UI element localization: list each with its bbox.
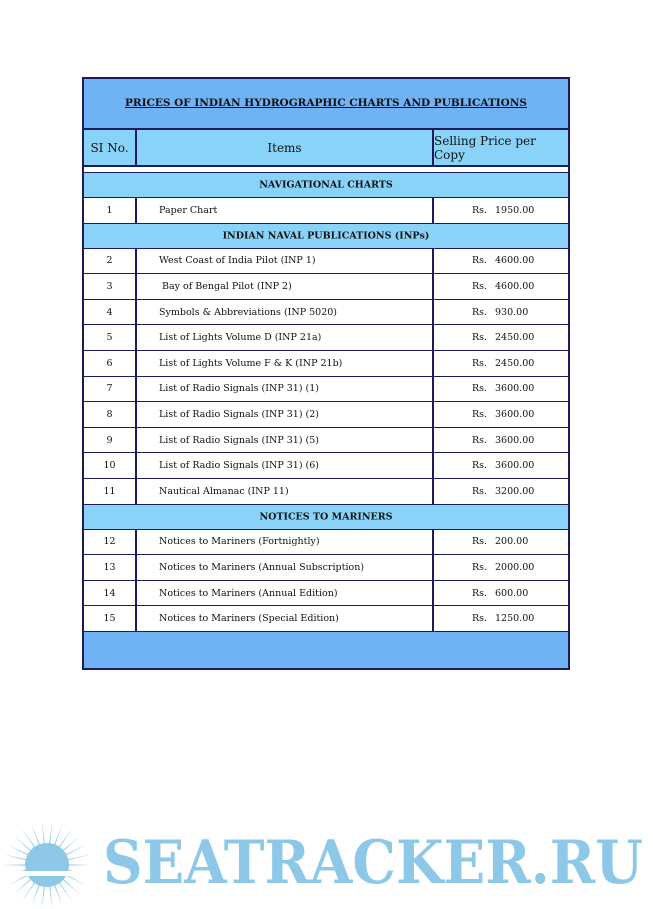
- row-item: Notices to Mariners (Annual Subscription): [137, 555, 434, 580]
- row-price: 200.00: [495, 536, 529, 548]
- row-price: 1250.00: [495, 613, 535, 625]
- row-price-cell: [434, 274, 568, 299]
- currency-label: Rs.: [472, 434, 488, 446]
- row-price: 2450.00: [495, 332, 535, 344]
- row-number: 12: [84, 530, 137, 555]
- row-price-cell: [434, 249, 568, 274]
- header-items: Items: [137, 130, 434, 165]
- row-price: 2000.00: [495, 561, 535, 573]
- table-title-row: [84, 79, 568, 130]
- table-row: [84, 249, 568, 275]
- row-price: 3600.00: [495, 434, 535, 446]
- row-item: List of Radio Signals (INP 31) (6): [137, 453, 434, 478]
- table-row: [84, 453, 568, 479]
- row-number: 1: [84, 198, 137, 223]
- row-price: 3600.00: [495, 408, 535, 420]
- row-price: 3600.00: [495, 460, 535, 472]
- sun-logo-icon: [0, 820, 100, 909]
- row-item: Notices to Mariners (Annual Edition): [137, 581, 434, 606]
- currency-label: Rs.: [472, 485, 488, 497]
- row-item: Bay of Bengal Pilot (INP 2): [137, 274, 434, 299]
- row-price-cell: [434, 606, 568, 631]
- row-price-cell: [434, 530, 568, 555]
- row-number: 13: [84, 555, 137, 580]
- section-title: NAVIGATIONAL CHARTS: [259, 179, 393, 191]
- row-item: List of Radio Signals (INP 31) (2): [137, 402, 434, 427]
- table-row: [84, 428, 568, 454]
- row-item: Paper Chart: [137, 198, 434, 223]
- currency-label: Rs.: [472, 408, 488, 420]
- table-row: [84, 274, 568, 300]
- table-row: [84, 198, 568, 224]
- table-row: [84, 325, 568, 351]
- row-item: Symbols & Abbreviations (INP 5020): [137, 300, 434, 325]
- row-number: 6: [84, 351, 137, 376]
- table-row: [84, 530, 568, 556]
- currency-label: Rs.: [472, 204, 488, 216]
- currency-label: Rs.: [472, 587, 488, 599]
- row-price-cell: [434, 453, 568, 478]
- row-price-cell: [434, 377, 568, 402]
- row-item: List of Lights Volume D (INP 21a): [137, 325, 434, 350]
- table-header-row: [84, 130, 568, 167]
- row-number: 7: [84, 377, 137, 402]
- table-row: [84, 479, 568, 505]
- table-footer: [84, 632, 568, 668]
- row-item: Notices to Mariners (Fortnightly): [137, 530, 434, 555]
- section-title: INDIAN NAVAL PUBLICATIONS (INPs): [222, 230, 430, 242]
- table-row: [84, 377, 568, 403]
- section-header: [84, 505, 568, 530]
- currency-label: Rs.: [472, 460, 488, 472]
- row-number: 8: [84, 402, 137, 427]
- row-price-cell: [434, 428, 568, 453]
- row-price: 1950.00: [495, 204, 535, 216]
- header-price: Selling Price per Copy: [434, 133, 536, 162]
- table-row: [84, 402, 568, 428]
- currency-label: Rs.: [472, 280, 488, 292]
- header-sl-no: SI No.: [84, 130, 137, 165]
- currency-label: Rs.: [472, 561, 488, 573]
- price-table: [82, 77, 570, 670]
- table-row: [84, 606, 568, 632]
- row-item: List of Radio Signals (INP 31) (1): [137, 377, 434, 402]
- row-item: List of Lights Volume F & K (INP 21b): [137, 351, 434, 376]
- currency-label: Rs.: [472, 255, 488, 267]
- currency-label: Rs.: [472, 613, 488, 625]
- table-row: [84, 351, 568, 377]
- row-price-cell: [434, 555, 568, 580]
- row-price-cell: [434, 325, 568, 350]
- currency-label: Rs.: [472, 536, 488, 548]
- row-price-cell: [434, 402, 568, 427]
- watermark-text: SEATRACKER.RU: [103, 828, 643, 898]
- row-item: List of Radio Signals (INP 31) (5): [137, 428, 434, 453]
- row-price: 3200.00: [495, 485, 535, 497]
- row-number: 2: [84, 249, 137, 274]
- currency-label: Rs.: [472, 332, 488, 344]
- row-price: 930.00: [495, 306, 529, 318]
- row-price-cell: [434, 479, 568, 504]
- table-row: [84, 555, 568, 581]
- seatracker-watermark: [0, 810, 653, 909]
- section-header: [84, 173, 568, 198]
- row-number: 10: [84, 453, 137, 478]
- row-price: 3600.00: [495, 383, 535, 395]
- row-number: 9: [84, 428, 137, 453]
- row-item: Notices to Mariners (Special Edition): [137, 606, 434, 631]
- row-number: 4: [84, 300, 137, 325]
- row-number: 14: [84, 581, 137, 606]
- row-price-cell: [434, 581, 568, 606]
- table-title: PRICES OF INDIAN HYDROGRAPHIC CHARTS AND PUBLICATIONS: [124, 97, 527, 109]
- row-price: 2450.00: [495, 357, 535, 369]
- row-price: 600.00: [495, 587, 529, 599]
- row-number: 11: [84, 479, 137, 504]
- section-header: [84, 224, 568, 249]
- currency-label: Rs.: [472, 357, 488, 369]
- row-price-cell: [434, 351, 568, 376]
- row-price: 4600.00: [495, 280, 535, 292]
- row-item: Nautical Almanac (INP 11): [137, 479, 434, 504]
- currency-label: Rs.: [472, 383, 488, 395]
- row-price-cell: [434, 198, 568, 223]
- currency-label: Rs.: [472, 306, 488, 318]
- table-row: [84, 581, 568, 607]
- table-row: [84, 300, 568, 326]
- row-price-cell: [434, 300, 568, 325]
- row-number: 5: [84, 325, 137, 350]
- row-price: 4600.00: [495, 255, 535, 267]
- row-number: 3: [84, 274, 137, 299]
- section-title: NOTICES TO MARINERS: [259, 511, 393, 523]
- row-number: 15: [84, 606, 137, 631]
- row-item: West Coast of India Pilot (INP 1): [137, 249, 434, 274]
